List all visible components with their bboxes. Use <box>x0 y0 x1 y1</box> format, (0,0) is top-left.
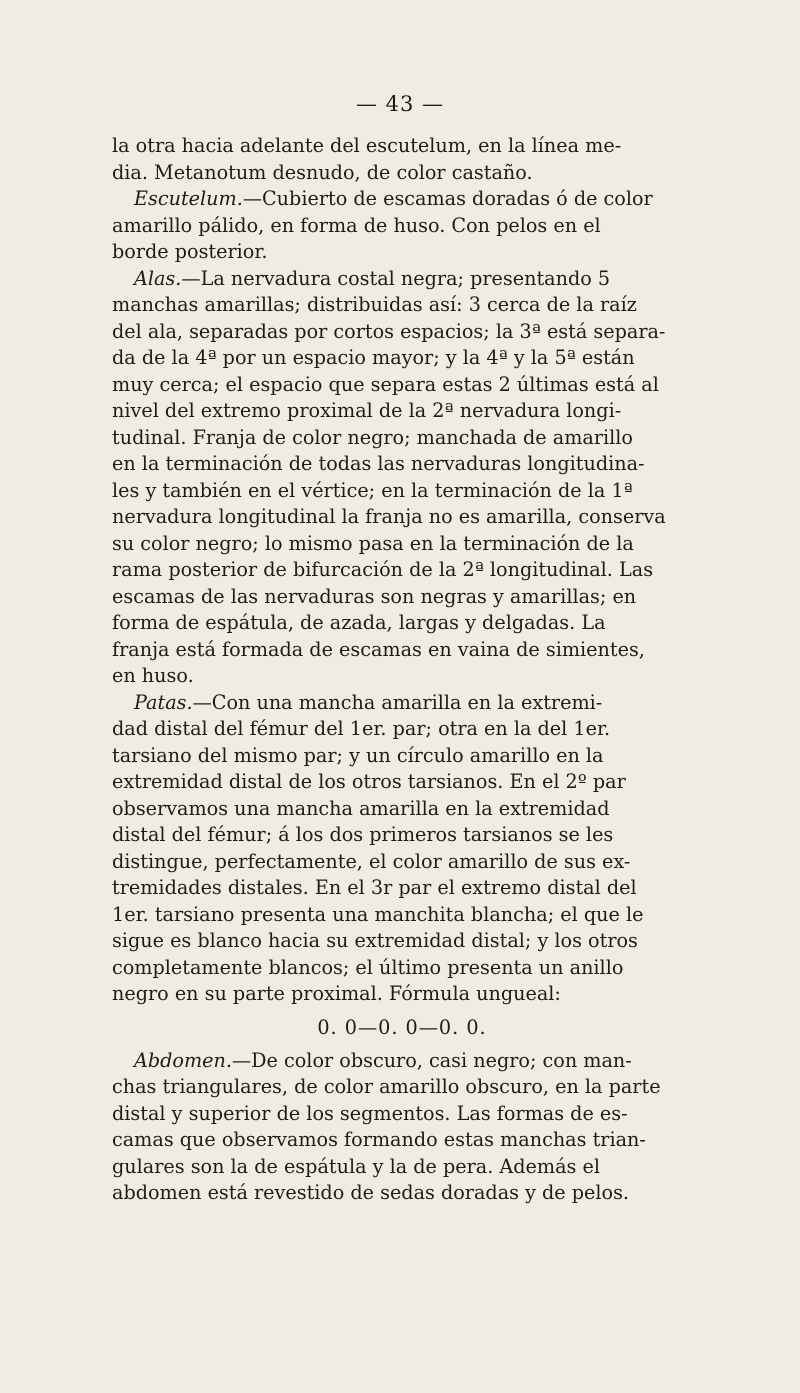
text-line <box>112 902 692 929</box>
text-line <box>112 743 692 770</box>
line-text: en la terminación de todas las nervaduras longitudina- <box>112 452 645 475</box>
line-text: sigue es blanco hacia su extremidad distal; y los otros <box>112 929 638 952</box>
line-text: escamas de las nervaduras son negras y amarillas; en <box>112 584 637 608</box>
line-text: extremidad distal de los otros tarsianos. En el 2º par <box>112 770 626 793</box>
line-text: tudinal. Franja de color negro; manchada de amarillo <box>112 425 633 449</box>
line-text: borde posterior. <box>112 240 268 263</box>
text-line <box>112 186 692 213</box>
line-text: tremidades distales. En el 3r par el extremo distal del <box>112 876 637 899</box>
text-line <box>112 372 692 399</box>
text-line <box>112 266 692 293</box>
text-line <box>112 981 692 1008</box>
text-line <box>112 928 692 955</box>
text-line <box>112 160 692 187</box>
line-text: rama posterior de bifurcación de la 2ª longitudinal. Las <box>112 558 654 581</box>
text-line <box>112 1180 692 1207</box>
paragraph-block <box>112 1048 692 1207</box>
line-text: en huso. <box>112 664 194 687</box>
line-text: —De color obscuro, casi negro; con man- <box>231 1048 632 1072</box>
text-line <box>112 663 692 690</box>
text-line <box>112 1154 692 1181</box>
paragraph-block <box>112 133 692 1008</box>
line-text: 1er. tarsiano presenta una manchita blancha; el que le <box>112 902 644 926</box>
line-text: tarsiano del mismo par; y un círculo amarillo en la <box>112 743 604 767</box>
text-line <box>112 425 692 452</box>
line-text: nivel del extremo proximal de la 2ª nervadura longi- <box>112 399 622 422</box>
line-text: gulares son la de espátula y la de pera. Además el <box>112 1154 600 1178</box>
text-line <box>112 239 692 266</box>
line-text: muy cerca; el espacio que separa estas 2 últimas está al <box>112 372 659 396</box>
line-text: da de la 4ª por un espacio mayor; y la 4ª y la 5ª están <box>112 346 635 369</box>
text-line <box>112 690 692 717</box>
ungual-formula: 0. 0—0. 0—0. 0. <box>317 1015 487 1039</box>
line-text: forma de espátula, de azada, largas y delgadas. La <box>112 611 606 634</box>
text-line <box>112 1048 692 1075</box>
line-text: completamente blancos; el último presenta un anillo <box>112 955 624 979</box>
text-line <box>112 531 692 558</box>
text-line <box>112 133 692 160</box>
line-text: —Con una mancha amarilla en la extremi- <box>192 690 603 714</box>
line-text: observamos una mancha amarilla en la extremidad <box>112 796 610 820</box>
line-text: franja está formada de escamas en vaina de simientes, <box>112 637 645 661</box>
text-line <box>112 292 692 319</box>
text-line <box>112 398 692 425</box>
line-text: amarillo pálido, en forma de huso. Con pelos en el <box>112 213 601 237</box>
line-text: distingue, perfectamente, el color amarillo de sus ex- <box>112 849 631 873</box>
text-line <box>112 769 692 796</box>
text-line <box>112 319 692 346</box>
text-line <box>112 849 692 876</box>
line-text: abdomen está revestido de sedas doradas y de pelos. <box>112 1181 630 1204</box>
line-text: —La nervadura costal negra; presentando 5 <box>181 266 611 290</box>
line-text: camas que observamos formando estas manchas trian- <box>112 1128 646 1151</box>
text-line <box>112 610 692 637</box>
text-line <box>112 637 692 664</box>
line-text: distal del fémur; á los dos primeros tarsianos se les <box>112 823 614 846</box>
text-line <box>112 822 692 849</box>
section-heading: Alas. <box>134 266 182 290</box>
text-line <box>112 345 692 372</box>
line-text: dad distal del fémur del 1er. par; otra en la del 1er. <box>112 717 611 740</box>
line-text: del ala, separadas por cortos espacios; la 3ª está separa- <box>112 319 666 343</box>
text-line <box>112 1127 692 1154</box>
text-line <box>112 875 692 902</box>
text-line <box>112 451 692 478</box>
text-line <box>112 796 692 823</box>
section-heading: Abdomen. <box>134 1048 232 1072</box>
text-line <box>112 213 692 240</box>
text-line <box>112 557 692 584</box>
line-text: la otra hacia adelante del escutelum, en la línea me- <box>112 134 622 157</box>
text-line <box>112 955 692 982</box>
text-line <box>112 584 692 611</box>
line-text: les y también en el vértice; en la terminación de la 1ª <box>112 478 633 502</box>
section-heading: Patas. <box>134 690 193 714</box>
text-line <box>112 478 692 505</box>
line-text: —Cubierto de escamas doradas ó de color <box>242 187 653 210</box>
line-text: chas triangulares, de color amarillo obscuro, en la parte <box>112 1075 661 1098</box>
line-text: negro en su parte proximal. Fórmula ungueal: <box>112 982 561 1005</box>
page-number: — 43 — <box>355 92 445 116</box>
section-heading: Escutelum. <box>134 187 243 210</box>
line-text: dia. Metanotum desnudo, de color castaño. <box>112 160 533 184</box>
text-line <box>112 504 692 531</box>
line-text: su color negro; lo mismo pasa en la terminación de la <box>112 531 634 555</box>
line-text: nervadura longitudinal la franja no es amarilla, conserva <box>112 505 666 528</box>
line-text: distal y superior de los segmentos. Las formas de es- <box>112 1101 628 1125</box>
line-text: manchas amarillas; distribuidas así: 3 cerca de la raíz <box>112 293 637 316</box>
text-line <box>112 1074 692 1101</box>
text-line <box>112 1101 692 1128</box>
body-text <box>112 133 692 1207</box>
text-line <box>112 716 692 743</box>
